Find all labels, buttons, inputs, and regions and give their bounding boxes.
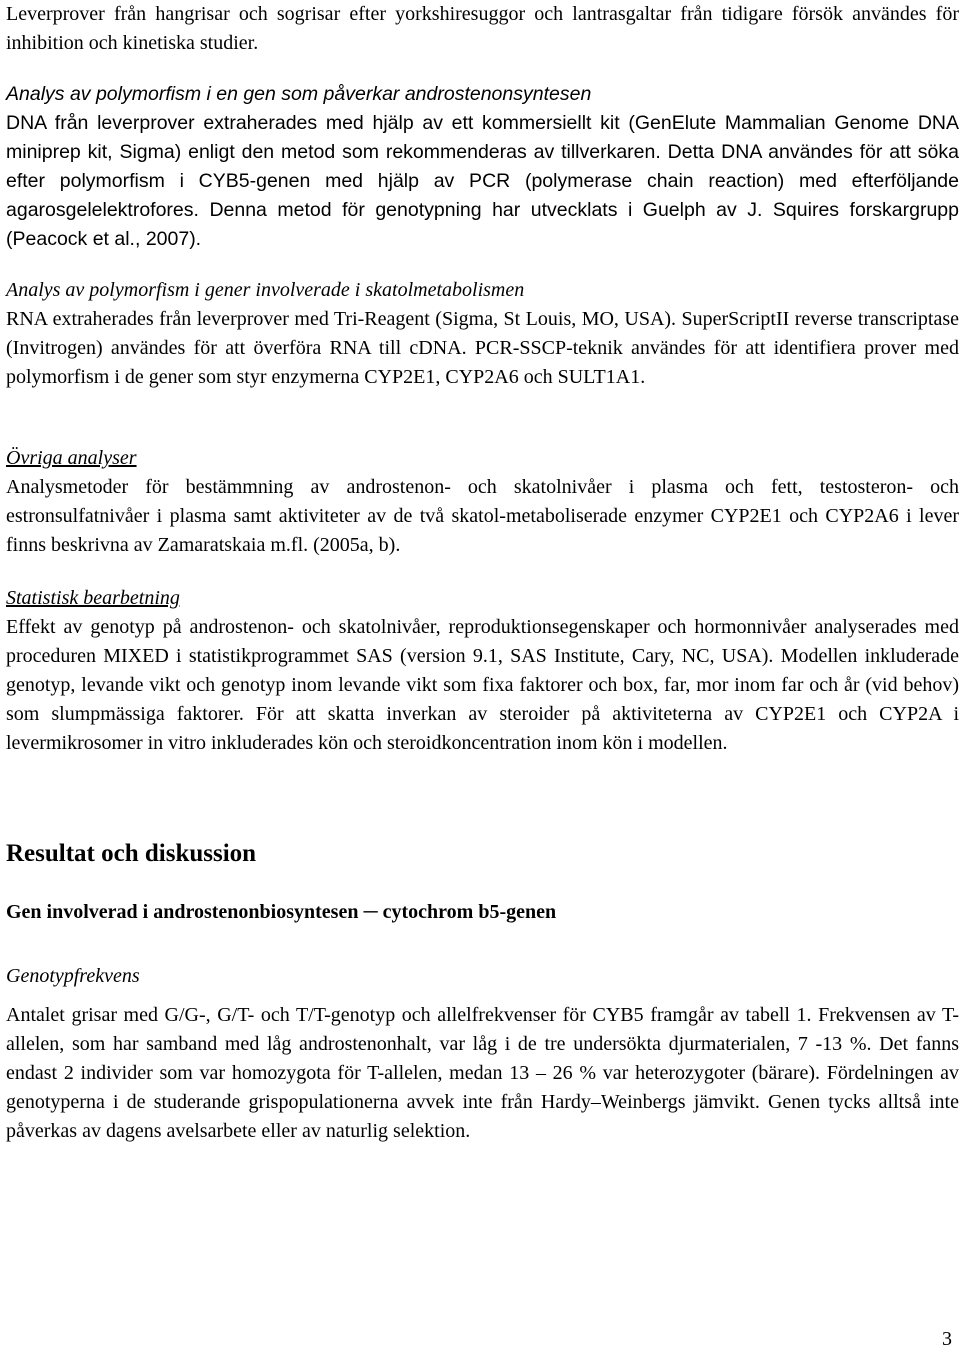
- section-heading: Övriga analyser: [6, 447, 137, 469]
- section-statistik: [6, 584, 959, 758]
- section-polymorfism-gen: [6, 80, 959, 254]
- intro-text: Leverprover från hangrisar och sogrisar efter yorkshiresuggor och lantrasgaltar från tidigare försök användes för inhibition och kinetiska studier.: [6, 3, 959, 54]
- section-heading: Statistisk bearbetning: [6, 587, 180, 609]
- section-text: Analysmetoder för bestämmning av androstenon- och skatolnivåer i plasma och fett, testosteron- och estronsulfatnivåer i plasma samt aktiviteter av de två skatol-metaboliserade enzymer CYP2E1 och CYP2A6 i lever finns beskrivna av Zamaratskaia m.fl. (2005a, b).: [6, 476, 959, 556]
- section-text: RNA extraherades från leverprover med Tri-Reagent (Sigma, St Louis, MO, USA). SuperScriptII reverse transcriptase (Invitrogen) användes för att överföra RNA till cDNA. PCR-SSCP-teknik användes för att identifiera prover med polymorfism i de gener som styr enzymerna CYP2E1, CYP2A6 och SULT1A1.: [6, 308, 959, 388]
- section-genotypfrekvens: [6, 962, 959, 1146]
- section-text: DNA från leverprover extraherades med hjälp av ett kommersiellt kit (GenElute Mammalian Genome DNA miniprep kit, Sigma) enligt den metod som rekommenderas av tillverkaren. Detta DNA användes för att söka efter polymorfism i CYB5-genen med hjälp av PCR (polymerase chain reaction) med efterföljande agarosgelelektrofores. Denna metod för genotypning har utvecklats i Guelph av J. Squires forskargrupp (Peacock et al., 2007).: [6, 112, 959, 250]
- section-heading: Analys av polymorfism i en gen som påverkar androstenonsyntesen: [6, 83, 592, 105]
- intro-paragraph: [6, 0, 959, 58]
- section-text: Antalet grisar med G/G-, G/T- och T/T-genotyp och allelfrekvenser för CYB5 framgår av tabell 1. Frekvensen av T-allelen, som har samband med låg androstenonhalt, var låg i de tre undersökta djurmaterialen, 7 -13 %. Det fanns endast 2 individer som var homozygota för T-allelen, medan 13 – 26 % var heterozygoter (bärare). Fördelningen av genotyperna i de studerande grispopulationerna avvek inte från Hardy–Weinbergs jämvikt. Genen tycks alltså inte påverkas av dagens avelsarbete eller av naturlig selektion.: [6, 1004, 959, 1142]
- results-subheading: Gen involverad i androstenonbiosyntesen ─ cytochrom b5-genen: [6, 901, 557, 923]
- section-heading: Genotypfrekvens: [6, 965, 140, 987]
- section-ovriga: [6, 444, 959, 560]
- results-heading: Resultat och diskussion: [6, 840, 257, 867]
- page-number: 3: [942, 1328, 952, 1350]
- section-text: Effekt av genotyp på androstenon- och skatolnivåer, reproduktionsegenskaper och hormonnivåer analyserades med proceduren MIXED i statistikprogrammet SAS (version 9.1, SAS Institute, Cary, NC, USA). Modellen inkluderade genotyp, levande vikt och genotyp inom levande vikt som fixa faktorer och box, far, mor inom far och år (vid behov) som slumpmässiga faktorer. För att skatta inverkan av steroider på aktiviteterna av CYP2E1 och CYP2A i levermikrosomer in vitro inkluderades kön och steroidkoncentration inom kön i modellen.: [6, 616, 959, 754]
- section-polymorfism-skatol: [6, 276, 959, 392]
- section-heading: Analys av polymorfism i gener involverade i skatolmetabolismen: [6, 279, 525, 301]
